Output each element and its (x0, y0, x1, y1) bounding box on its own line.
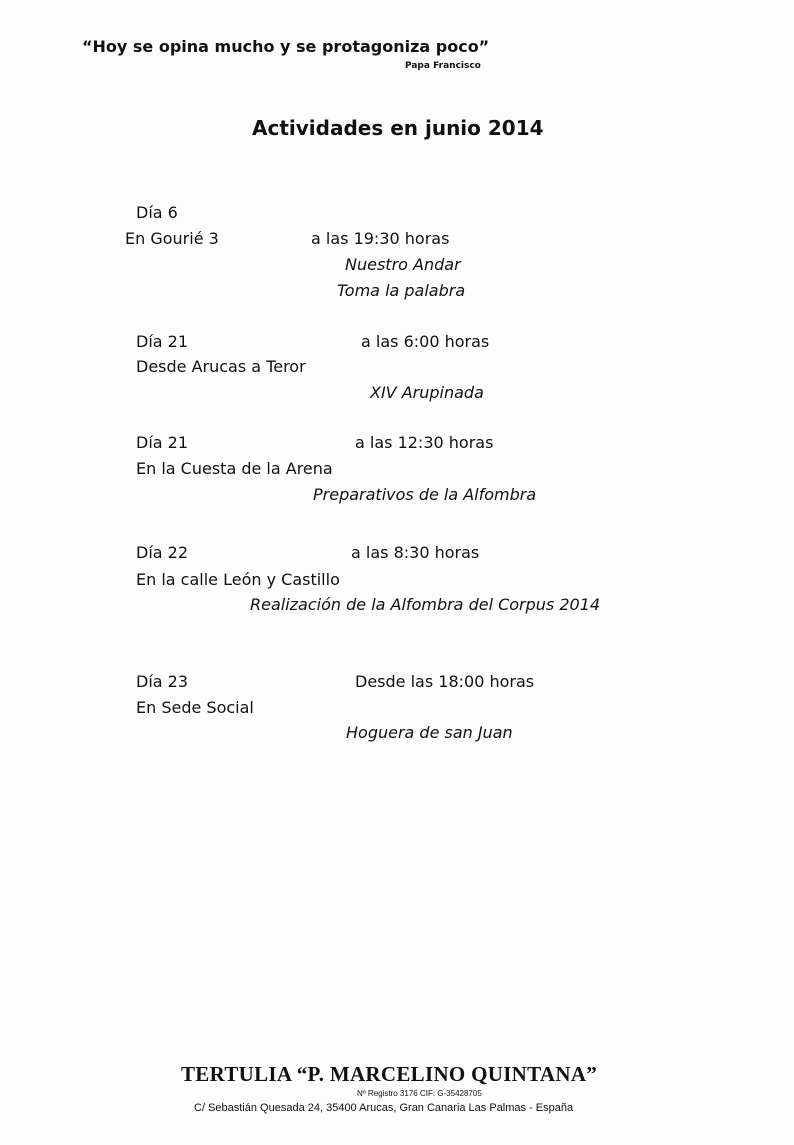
activity-4-time: a las 8:30 horas (351, 543, 480, 562)
activity-2-day: Día 21 (136, 332, 189, 351)
footer-address: C/ Sebastián Quesada 24, 35400 Arucas, Gran Canaria Las Palmas - España (194, 1102, 574, 1114)
activity-3-place: En la Cuesta de la Arena (136, 459, 333, 478)
activity-4-place: En la calle León y Castillo (136, 570, 340, 589)
footer-registry: Nº Registro 3176 CIF: G-35428705 (357, 1089, 482, 1098)
activity-4-name: Realización de la Alfombra del Corpus 2014 (250, 595, 601, 614)
activity-4-day: Día 22 (136, 543, 189, 562)
activity-3-name: Preparativos de la Alfombra (313, 485, 537, 504)
activity-5-name: Hoguera de san Juan (346, 723, 513, 742)
activity-5-time: Desde las 18:00 horas (355, 672, 535, 691)
activity-1-place: En Gourié 3 (125, 229, 219, 248)
activity-2-place: Desde Arucas a Teror (136, 357, 306, 376)
activity-1-day: Día 6 (136, 203, 178, 222)
header-quote: “Hoy se opina mucho y se protagoniza poco” (82, 37, 490, 56)
activity-2-name: XIV Arupinada (370, 383, 484, 402)
activity-3-time: a las 12:30 horas (355, 433, 494, 452)
activity-3-day: Día 21 (136, 433, 189, 452)
activity-1-time: a las 19:30 horas (311, 229, 450, 248)
activity-5-place: En Sede Social (136, 698, 254, 717)
activity-2-time: a las 6:00 horas (361, 332, 490, 351)
footer-organization: TERTULIA “P. MARCELINO QUINTANA” (181, 1062, 598, 1086)
activity-1-subtitle: Toma la palabra (337, 281, 466, 300)
page-title: Actividades en junio 2014 (252, 116, 544, 140)
activity-5-day: Día 23 (136, 672, 189, 691)
quote-author: Papa Francisco (405, 61, 481, 71)
activity-1-name: Nuestro Andar (345, 255, 461, 274)
